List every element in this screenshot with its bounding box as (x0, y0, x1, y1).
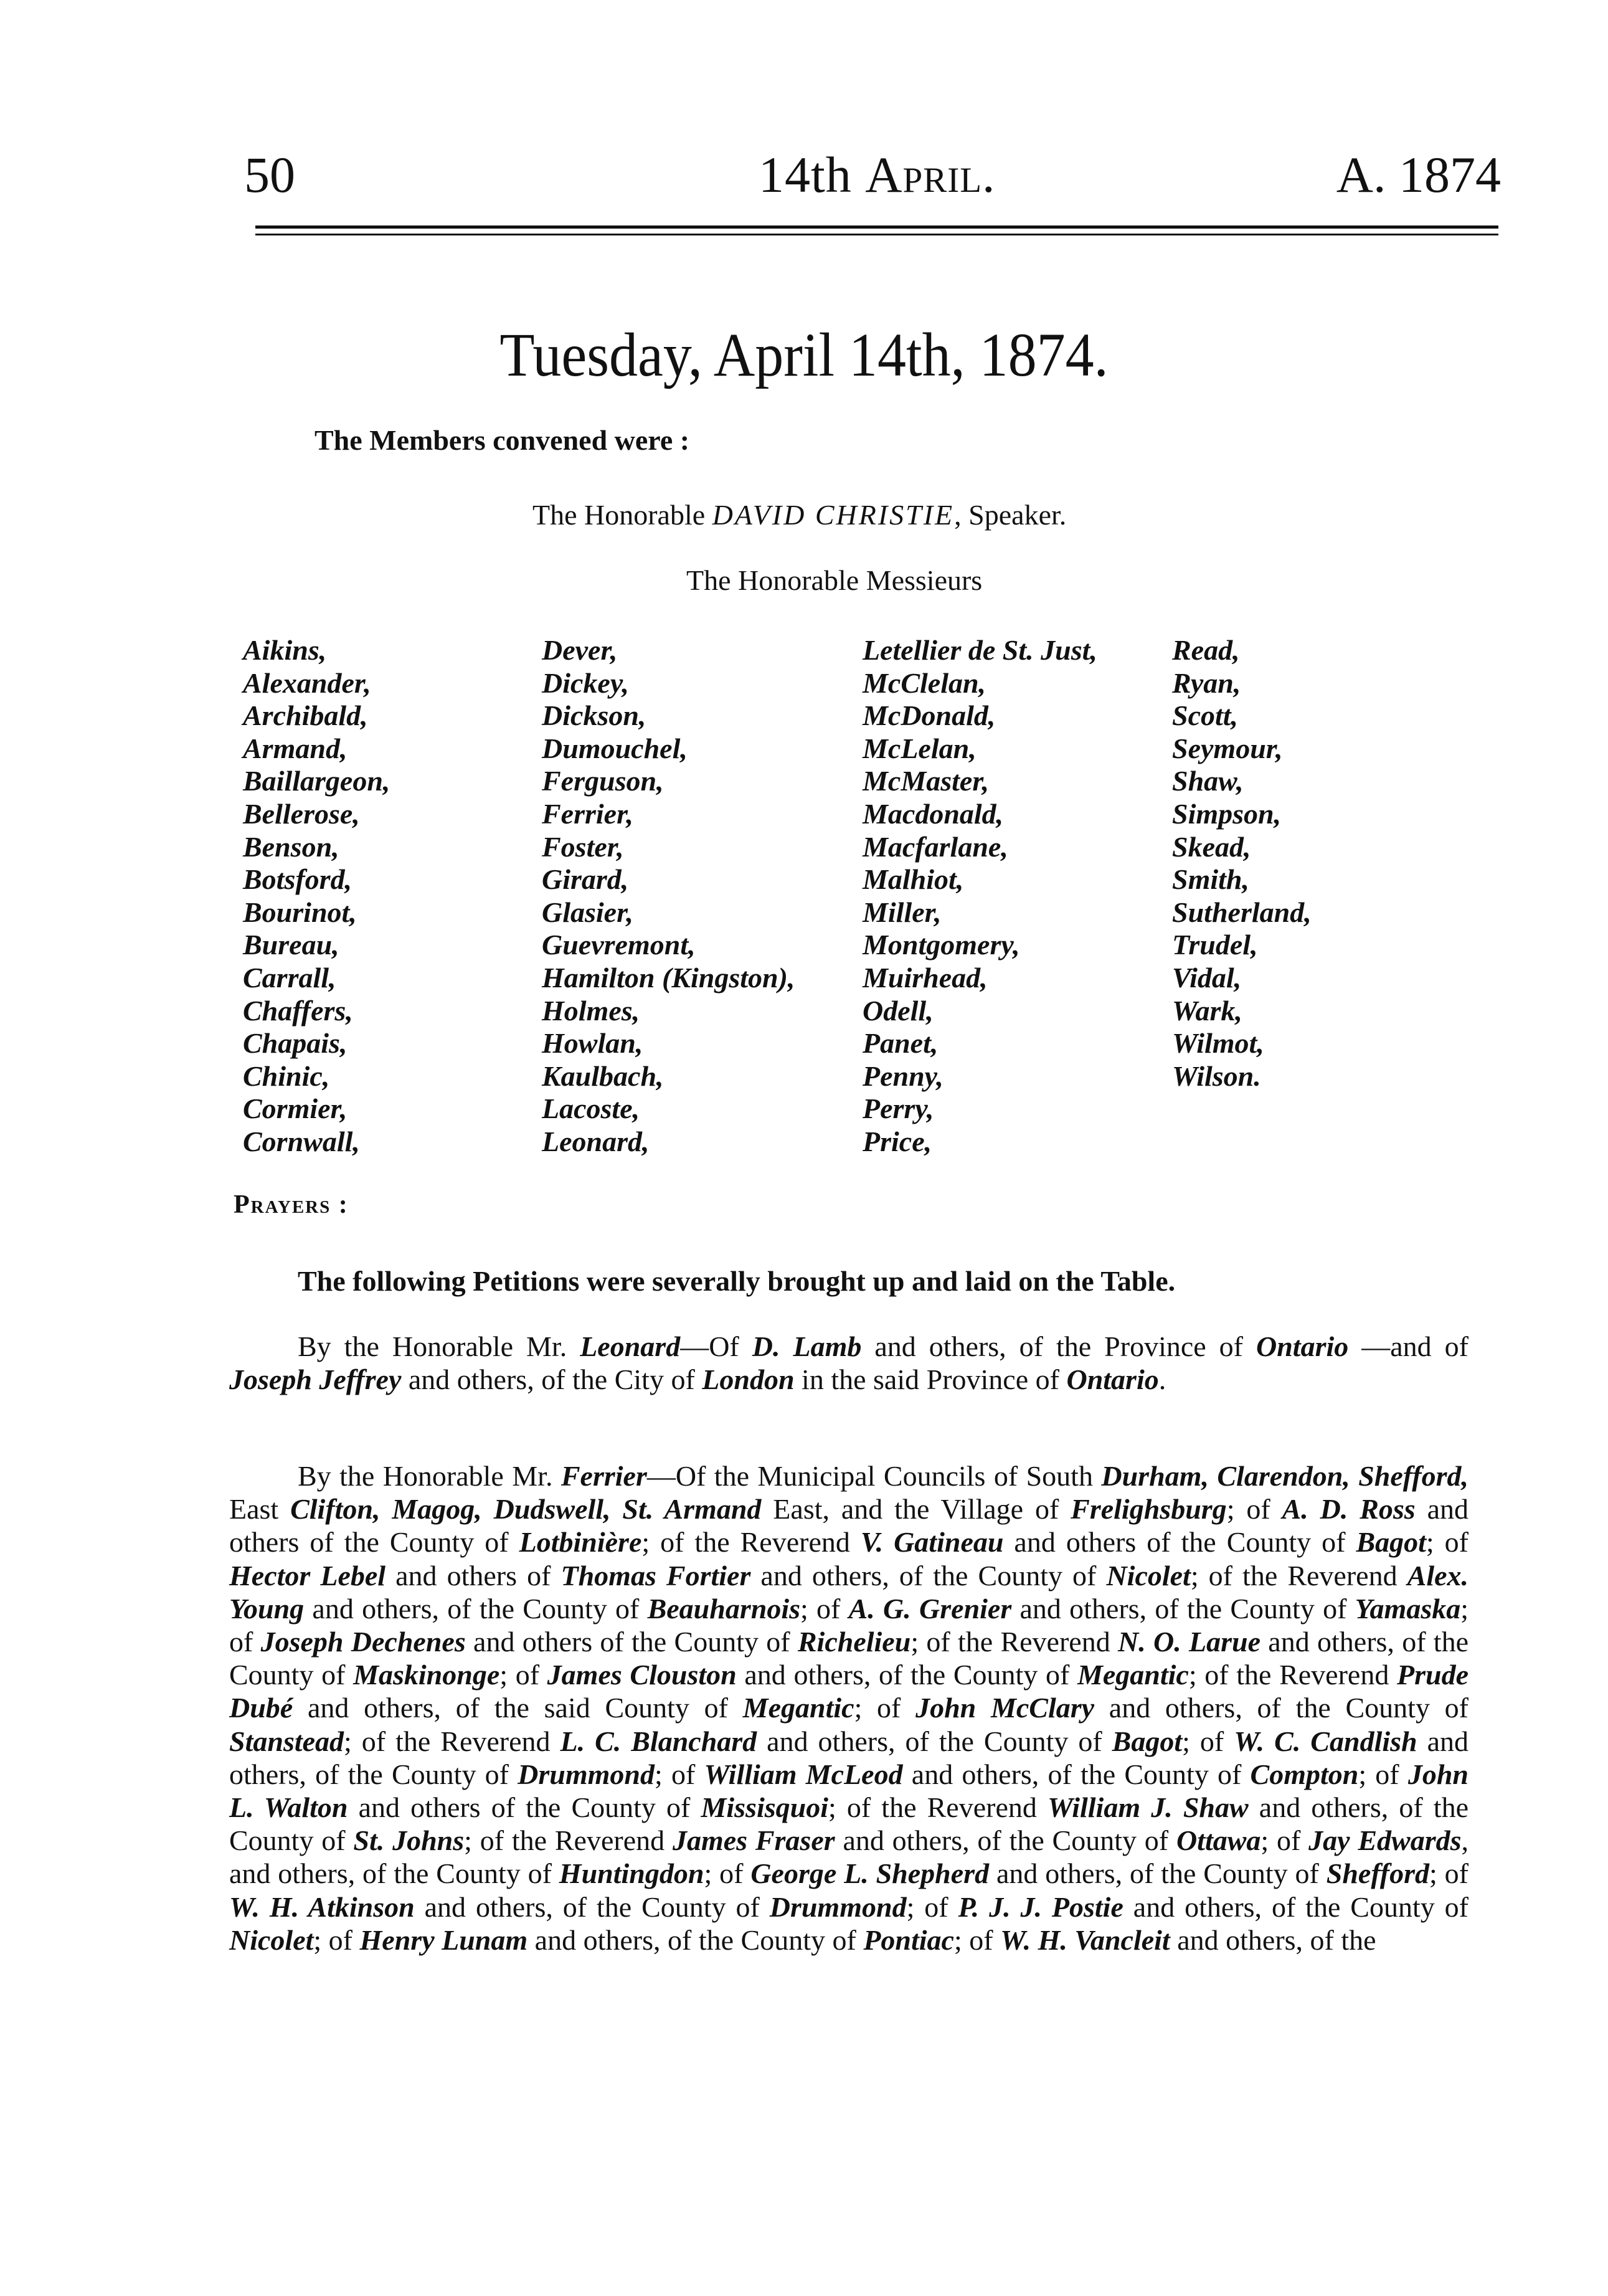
member-name: Bureau, (243, 929, 339, 961)
member-name: Muirhead, (863, 961, 988, 994)
italic-name: Megantic (1077, 1659, 1189, 1691)
text-run: . (1158, 1364, 1166, 1396)
italic-name: Bagot (1356, 1526, 1426, 1558)
text-run: and others, of the County of (229, 1626, 1468, 1691)
text-run: ; of (1260, 1824, 1309, 1857)
italic-name: N. O. Larue (1118, 1626, 1261, 1658)
text-run: and others, of the County of (757, 1725, 1112, 1757)
italic-name: Compton (1250, 1758, 1359, 1790)
page-title: Tuesday, April 14th, 1874. (499, 320, 1109, 389)
messieurs-heading: The Honorable Messieurs (686, 564, 983, 596)
member-name: Kaulbach, (542, 1060, 664, 1092)
italic-name: St. Johns (353, 1824, 465, 1857)
italic-name: Richelieu (797, 1626, 911, 1658)
text-run: and others, of the County of (1011, 1592, 1355, 1625)
italic-name: W. C. Candlish (1234, 1725, 1417, 1757)
header-rule-thin (255, 234, 1498, 235)
member-name: Skead, (1172, 830, 1251, 863)
text-run: By the Honorable Mr. (298, 1331, 580, 1362)
member-name: Girard, (542, 863, 629, 896)
members-column-2 (542, 634, 795, 1159)
text-run: ; of (854, 1692, 916, 1724)
member-name: Dickey, (542, 667, 630, 699)
italic-name: Hector Lebel (229, 1559, 386, 1592)
italic-name: Jay Edwards (1308, 1824, 1462, 1857)
italic-name: James Clouston (547, 1659, 737, 1691)
text-run: ; of the Reverend (1190, 1559, 1407, 1592)
italic-name: Stanstead (229, 1725, 344, 1757)
header-day: 14th (759, 146, 866, 203)
member-name: Perry, (863, 1093, 934, 1125)
member-name: Aikins, (243, 634, 327, 666)
member-name: McMaster, (863, 765, 990, 797)
text-run: East, and the Village of (761, 1493, 1071, 1525)
text-run: ; of (1182, 1725, 1234, 1757)
running-header-year: A. 1874 (1336, 146, 1501, 203)
member-name: Bourinot, (243, 896, 357, 928)
italic-name: Drummond (769, 1890, 907, 1923)
member-name: Chaffers, (243, 994, 353, 1027)
text-run: ; of (704, 1857, 751, 1890)
member-name: McClelan, (863, 667, 986, 699)
text-run: ; of the Reverend (641, 1526, 861, 1558)
text-run: ; of (1226, 1493, 1282, 1525)
text-run: East (229, 1493, 291, 1525)
text-run: and others, of the County of (229, 1791, 1468, 1857)
member-name: Miller, (863, 896, 942, 928)
member-name: McLelan, (863, 732, 977, 764)
italic-name: A. G. Grenier (848, 1592, 1012, 1625)
member-name: Benson, (243, 830, 339, 863)
italic-name: Clifton, Magog, Dudswell, St. Armand (290, 1493, 762, 1525)
text-run: —Of (680, 1331, 752, 1362)
member-name: Vidal, (1172, 961, 1242, 994)
speaker-suffix: , Speaker. (954, 499, 1067, 531)
italic-name: Yamaska (1355, 1592, 1461, 1625)
text-run: ; of (953, 1924, 1001, 1956)
speaker-name: DAVID CHRISTIE (712, 499, 955, 531)
text-run: ; of the Reverend (910, 1626, 1118, 1658)
text-run: —Of the Municipal Councils of South (646, 1460, 1102, 1492)
member-name: Armand, (243, 732, 348, 764)
member-name: Wilson. (1172, 1060, 1261, 1092)
italic-name: Durham, Clarendon, Shefford, (1101, 1460, 1468, 1492)
italic-name: Shefford (1326, 1857, 1430, 1890)
italic-name: W. H. Vancleit (1000, 1924, 1170, 1956)
member-name: Archibald, (243, 700, 368, 732)
member-name: Shaw, (1172, 765, 1244, 797)
text-run: ; of (655, 1758, 704, 1790)
member-name: Botsford, (243, 863, 352, 896)
member-name: Montgomery, (863, 929, 1020, 961)
italic-name: Nicolet (1106, 1559, 1191, 1592)
header-rule-thick (255, 225, 1498, 229)
member-name: Lacoste, (542, 1093, 640, 1125)
member-name: Macdonald, (863, 797, 1004, 830)
speaker-line (532, 498, 1066, 531)
italic-name: Lotbinière (519, 1526, 642, 1558)
text-run: ; of the Reverend (828, 1791, 1048, 1824)
italic-name: London (702, 1364, 795, 1396)
member-name: Price, (863, 1125, 932, 1157)
member-name: Penny, (863, 1060, 944, 1092)
italic-name: Missisquoi (701, 1791, 828, 1824)
text-run: ; of (906, 1890, 958, 1923)
text-run: and others, of the County of (1123, 1890, 1468, 1923)
member-name: Read, (1172, 634, 1240, 666)
member-name: Chinic, (243, 1060, 330, 1092)
italic-name: P. J. J. Postie (958, 1890, 1123, 1923)
italic-name: Megantic (742, 1692, 854, 1724)
text-run: ; of (1429, 1857, 1468, 1890)
italic-name: George L. Shepherd (750, 1857, 990, 1890)
member-name: Chapais, (243, 1027, 348, 1060)
text-run: and others of (385, 1559, 561, 1592)
member-name: Ferguson, (542, 765, 664, 797)
italic-name: Joseph Dechenes (260, 1626, 466, 1658)
petition-paragraph-ferrier (229, 1459, 1468, 1957)
member-name: Bellerose, (243, 797, 360, 830)
member-name: Glasier, (542, 896, 633, 928)
italic-name: Joseph Jeffrey (229, 1364, 402, 1396)
italic-name: Prude Dubé (229, 1659, 1468, 1724)
text-run: , and others, of the County of (229, 1824, 1469, 1890)
prayers-heading: Prayers : (234, 1190, 349, 1219)
italic-name: Ontario (1256, 1331, 1349, 1362)
text-run: ; of (313, 1924, 360, 1956)
petition-paragraph-leonard (229, 1330, 1468, 1396)
speaker-prefix: The Honorable (532, 499, 712, 531)
italic-name: Pontiac (863, 1924, 954, 1956)
text-run: ; of the Reverend (464, 1824, 673, 1857)
member-name: Odell, (863, 994, 934, 1027)
text-run: ; of (800, 1592, 849, 1625)
italic-name: D. Lamb (752, 1331, 862, 1362)
italic-name: Ontario (1066, 1364, 1159, 1396)
text-run: and others, of the County of (527, 1924, 864, 1956)
italic-name: Henry Lunam (359, 1924, 528, 1956)
text-run: and others, of the County of (229, 1725, 1469, 1790)
member-name: Letellier de St. Just, (863, 634, 1097, 666)
member-name: Malhiot, (863, 863, 964, 896)
italic-name: Nicolet (229, 1924, 314, 1956)
member-name: Hamilton (Kingston), (542, 961, 795, 994)
text-run: ; of (1358, 1758, 1408, 1790)
member-name: Foster, (542, 830, 624, 863)
italic-name: A. D. Ross (1282, 1493, 1416, 1525)
member-name: Alexander, (243, 667, 371, 699)
text-run: and others of the County of (465, 1626, 798, 1658)
member-name: Holmes, (542, 994, 640, 1027)
text-run: and others, of the said County of (293, 1692, 743, 1724)
members-column-1 (243, 634, 390, 1159)
text-run: and others, of the County of (1094, 1692, 1468, 1724)
italic-name: William McLeod (704, 1758, 903, 1790)
text-run: and others, of the City of (401, 1364, 702, 1396)
member-name: Cornwall, (243, 1125, 360, 1157)
italic-name: William J. Shaw (1048, 1791, 1249, 1824)
member-name: Sutherland, (1172, 896, 1312, 928)
italic-name: Bagot (1112, 1725, 1183, 1757)
member-name: Ferrier, (542, 797, 633, 830)
italic-name: James Fraser (672, 1824, 835, 1857)
running-header-date (759, 146, 996, 203)
italic-name: W. H. Atkinson (229, 1890, 415, 1923)
italic-name: L. C. Blanchard (560, 1725, 757, 1757)
member-name: Ryan, (1172, 667, 1241, 699)
member-name: Macfarlane, (863, 830, 1008, 863)
italic-name: Ottawa (1176, 1824, 1261, 1857)
italic-name: V. Gatineau (860, 1526, 1004, 1558)
member-name: Guevremont, (542, 929, 696, 961)
member-name: Dumouchel, (542, 732, 688, 764)
member-name: Howlan, (542, 1027, 643, 1060)
member-name: Smith, (1172, 863, 1250, 896)
italic-name: Alex. Young (229, 1559, 1469, 1625)
member-name: Baillargeon, (243, 765, 390, 797)
member-name: Simpson, (1172, 797, 1282, 830)
text-run: By the Honorable Mr. (298, 1460, 561, 1492)
member-name: Carrall, (243, 961, 336, 994)
member-name: Leonard, (542, 1125, 650, 1157)
member-name: Wilmot, (1172, 1027, 1264, 1060)
italic-name: John L. Walton (229, 1758, 1468, 1824)
italic-name: Frelighsburg (1071, 1493, 1227, 1525)
members-column-4 (1172, 634, 1312, 1093)
member-name: Dever, (542, 634, 618, 666)
member-name: Seymour, (1172, 732, 1283, 764)
text-run: and others of the County of (229, 1493, 1469, 1558)
italic-name: Ferrier (560, 1460, 647, 1492)
text-run: ; of the Reverend (1188, 1659, 1397, 1691)
italic-name: Huntingdon (559, 1857, 704, 1890)
text-run: ; of (229, 1592, 1468, 1658)
text-run: ; of (1426, 1526, 1468, 1558)
text-run: and others of the County of (1003, 1526, 1356, 1558)
text-run: and others, of the (1170, 1924, 1376, 1956)
text-run: and others, of the County of (304, 1592, 648, 1625)
member-name: Cormier, (243, 1093, 348, 1125)
member-name: Scott, (1172, 700, 1239, 732)
member-name: Trudel, (1172, 929, 1258, 961)
member-name: McDonald, (863, 700, 996, 732)
member-name: Dickson, (542, 700, 646, 732)
text-run: and others, of the County of (736, 1659, 1077, 1691)
page-number: 50 (244, 146, 295, 203)
member-name: Panet, (863, 1027, 939, 1060)
text-run: —and of (1348, 1331, 1468, 1362)
text-run: and others, of the County of (750, 1559, 1107, 1592)
italic-name: Thomas Fortier (560, 1559, 751, 1592)
italic-name: Leonard (580, 1331, 681, 1362)
italic-name: Drummond (518, 1758, 655, 1790)
text-run: and others, of the County of (414, 1890, 770, 1923)
text-run: in the said Province of (794, 1364, 1067, 1396)
header-month: April. (865, 146, 996, 203)
member-name: Wark, (1172, 994, 1242, 1027)
italic-name: Beauharnois (647, 1592, 801, 1625)
text-run: and others, of the County of (902, 1758, 1251, 1790)
italic-name: Maskinonge (353, 1659, 500, 1691)
members-column-3 (863, 634, 1097, 1159)
text-run: ; of (499, 1659, 547, 1691)
text-run: and others, of the Province of (861, 1331, 1256, 1362)
text-run: ; of the Reverend (344, 1725, 560, 1757)
members-convened-label: The Members convened were : (315, 424, 690, 456)
text-run: and others, of the County of (989, 1857, 1327, 1890)
text-run: and others, of the County of (835, 1824, 1176, 1857)
petitions-intro: The following Petitions were severally brought up and laid on the Table. (298, 1265, 1176, 1297)
text-run: and others of the County of (348, 1791, 701, 1824)
italic-name: John McClary (915, 1692, 1095, 1724)
